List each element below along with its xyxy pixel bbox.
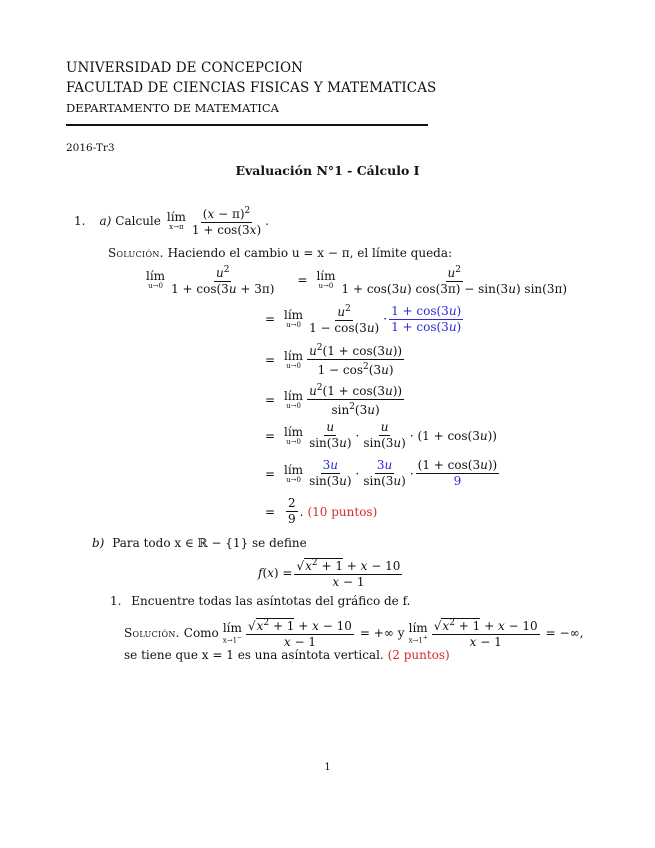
subquestion-1 (110, 594, 410, 608)
part-a-label: a) (99, 214, 112, 228)
sub1-solution-label: Solución. (124, 626, 180, 640)
department-name: DEPARTAMENTO DE MATEMATICA (66, 101, 279, 115)
fraction: $\frac{(x - \pi)^2}{1 + \cos(3x)}$ (191, 206, 262, 237)
university-name: UNIVERSIDAD DE CONCEPCION (66, 60, 304, 76)
derivation-line-2: = lím u→0 $\frac{u^2}{1 - \cos(3u)}$ · $\frac{1 + \cos(3u)}{1 + \cos(3u)}$ (264, 303, 462, 335)
faculty-name: FACULTAD DE CIENCIAS FISICAS Y MATEMATICAS (66, 80, 437, 96)
problem-1-a: 1. a) Calcule lím x→π $\frac{(x - \pi)^2}{1 + \cos(3x)}$ . (74, 206, 269, 237)
sub1-solution-end: se tiene que x = 1 es una asíntota vertical. (124, 648, 384, 662)
derivation-line-4: = lím u→0 $\frac{u^2(1 + \cos(3u))}{\sin^2(3u)}$ (264, 383, 403, 417)
sub1-solution-y: y (397, 626, 405, 640)
solution-intro: Haciendo el cambio u = x − π, el límite queda: (167, 246, 453, 260)
problem-number: 1. (74, 214, 86, 228)
exam-code: 2016-Tr3 (66, 142, 115, 154)
sub1-solution-line-2 (124, 648, 450, 662)
sub1-solution-como: Como (183, 626, 219, 640)
sub1-number: 1. (110, 594, 122, 608)
function-definition: f(x) = $\frac{√x^2 + 1 + x - 10}{x - 1}$ (258, 558, 401, 589)
derivation-line-1: lím u→0 $\frac{u^2}{1 + \cos(3u + 3\pi)}$ = lím u→0 $\frac{u^2}{1 + \cos(3u) \cos(3\pi) - \sin(3u) \sin(3\pi)}$ (146, 265, 568, 296)
derivation-line-7: = $\frac{2}{9}$ . (10 puntos) (264, 496, 378, 526)
derivation-line-3: = lím u→0 $\frac{u^2(1 + \cos(3u))}{1 - \cos^2(3u)}$ (264, 343, 403, 377)
points-a: (10 puntos) (307, 504, 378, 519)
derivation-line-6: = lím u→0 $\frac{3u}{\sin(3u)}$ · $\frac{3u}{\sin(3u)}$ · $\frac{(1 + \cos(3u))}{9}$ (264, 458, 498, 488)
header-rule (66, 124, 428, 126)
part-b-label: b) (92, 536, 105, 550)
solution-label: Solución. (108, 246, 164, 260)
sub1-text: Encuentre todas las asíntotas del gráfico de f. (131, 594, 411, 608)
part-b-line (92, 536, 307, 550)
exam-title: Evaluación N°1 - Cálculo I (235, 163, 420, 178)
part-a-text: Calcule (115, 214, 161, 228)
solution-intro-line (108, 246, 452, 260)
limit-operator: lím x→π (166, 210, 186, 231)
points-b1: (2 puntos) (387, 648, 450, 662)
part-b-text: Para todo x ∈ ℝ − {1} se define (112, 536, 307, 550)
derivation-line-5: = lím u→0 $\frac{u}{\sin(3u)}$ · $\frac{u}{\sin(3u)}$ · (1 + cos(3 u )) (264, 420, 497, 450)
page-number: 1 (324, 762, 331, 773)
sub1-solution-line-1: Solución. Como lím x→1− $\frac{√x^2 + 1 + x - 10}{x - 1}$ = +∞ y lím x→1+ $\frac{√x^2 + 1 + x - 10}{x - 1}$ = −∞, (124, 618, 584, 649)
